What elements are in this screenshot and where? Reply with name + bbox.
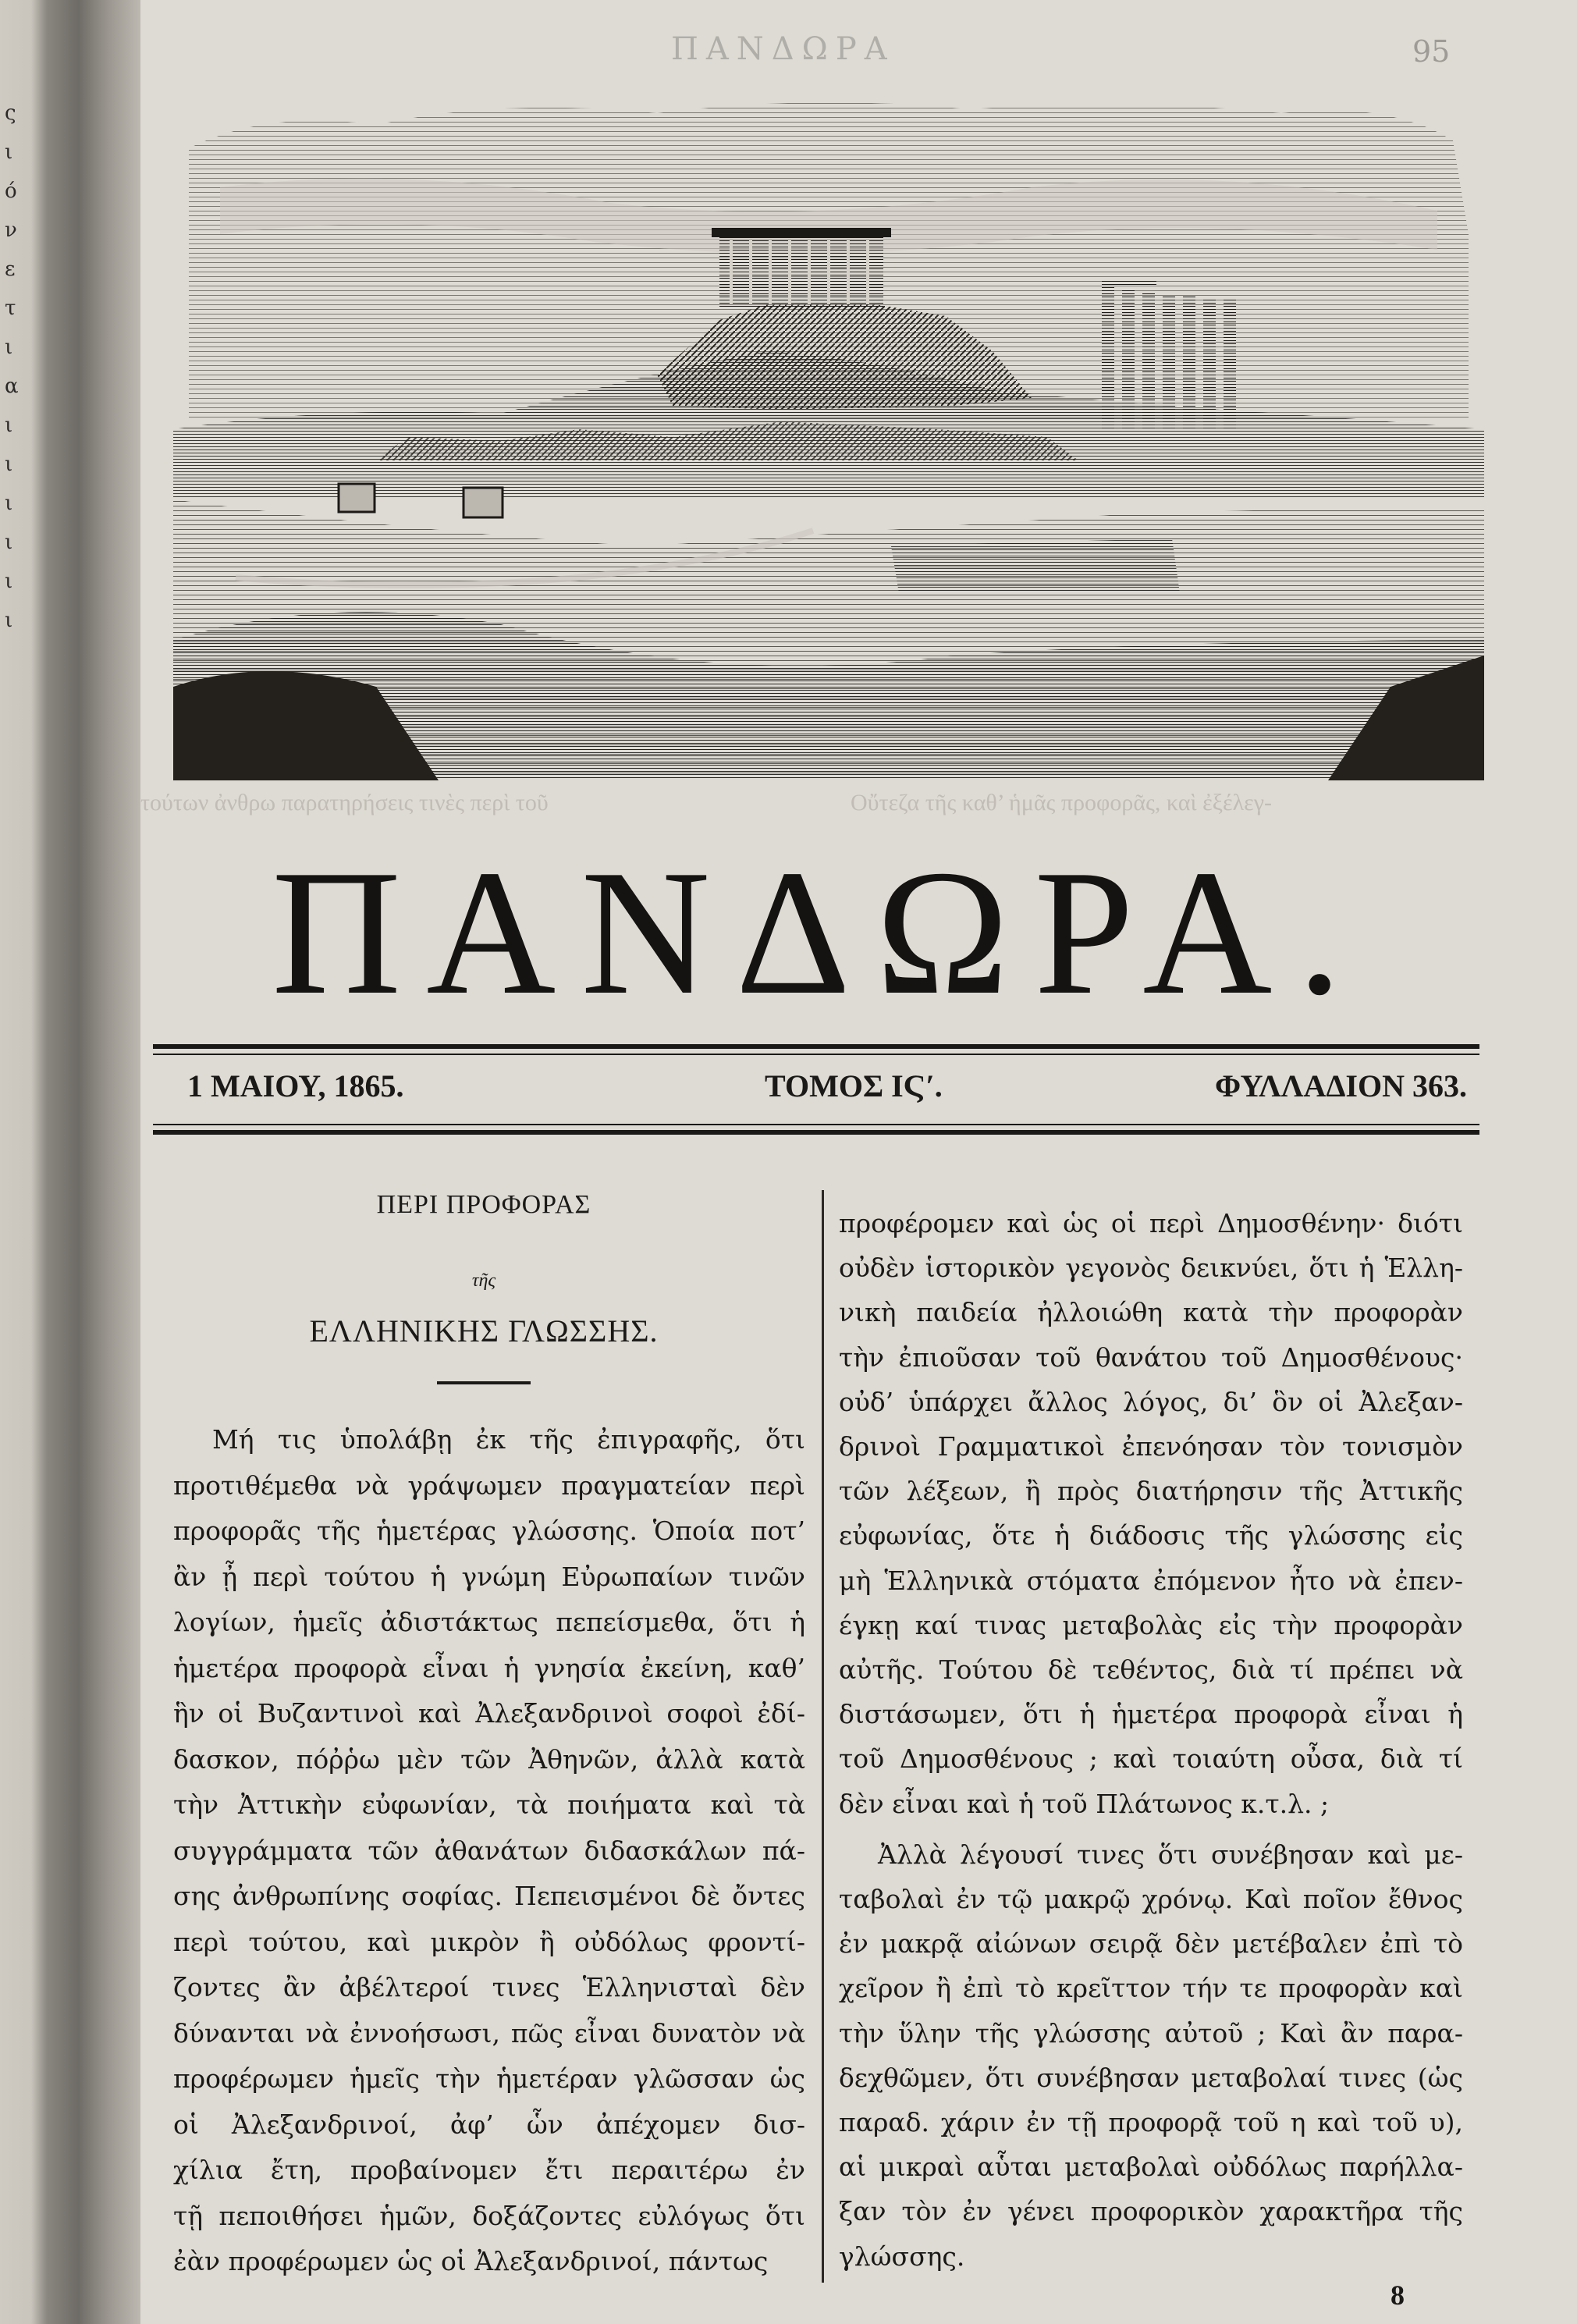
text-line: τὴν ἐπιοῦσαν τοῦ θανάτου τοῦ Δημοσθένους· (839, 1341, 1463, 1373)
text-line: περὶ τούτου, καὶ μικρὸν ἢ οὐδόλως φροντί- (173, 1926, 805, 1957)
title-ornament-rule (437, 1381, 531, 1384)
article-title-line-2: τῆς (471, 1270, 496, 1291)
masthead-title: ΠΑΝΔΩΡΑ. (272, 833, 1367, 1032)
rule-thick (153, 1044, 1479, 1049)
adjacent-page-letter: ι (5, 609, 13, 632)
rule-thin (153, 1054, 1479, 1055)
showthrough-text: Οὔτεζα τῆς καθ’ ἡμᾶς προφορᾶς, καὶ ἐξέλεγ- (851, 790, 1273, 816)
text-line: τοῦ Δημοσθένους ; καὶ τοιαύτη οὖσα, διὰ τί (839, 1743, 1463, 1775)
text-line: προφορᾶς τῆς ἡμετέρας γλώσσης. Ὁποία ποτ’ (173, 1516, 805, 1546)
text-line: ἐὰν προφέρωμεν ὡς οἱ Ἀλεξανδρινοί, πάντως (173, 2246, 769, 2276)
acropolis-engraving (173, 94, 1484, 780)
adjacent-page-letter: α (5, 375, 19, 398)
text-line: αἱ μικραὶ αὗται μεταβολαὶ οὐδόλως παρήλλα- (839, 2152, 1463, 2183)
parthenon (719, 234, 883, 308)
page-number: 8 (1391, 2280, 1405, 2311)
adjacent-page-letter: ό (5, 179, 17, 203)
text-line: συγγράμματα τῶν ἀθανάτων διδασκάλων πά- (173, 1835, 805, 1866)
text-line: ζοντες ἂν ἀβέλτεροί τινες Ἑλληνισταὶ δὲν (173, 1972, 805, 2002)
text-line: νικὴ παιδεία ἠλλοιώθη κατὰ τὴν προφορὰν (839, 1297, 1463, 1328)
issue-date: 1 ΜΑΙΟΥ, 1865. (187, 1068, 404, 1103)
article-title-line-1: ΠΕΡΙ ΠΡΟΦΟΡΑΣ (376, 1190, 591, 1219)
issue-volume: ΤΟΜΟΣ ΙϚʹ. (765, 1068, 943, 1103)
text-line: ταβολαὶ ἐν τῷ μακρῷ χρόνῳ. Καὶ ποῖον ἔθνος (839, 1884, 1463, 1914)
text-line: δεχθῶμεν, ὅτι συνέβησαν μεταβολαί τινες (ὡς (839, 2062, 1463, 2093)
engraving-aqueduct (891, 538, 1180, 593)
text-line: χίλια ἔτη, προβαίνομεν ἔτι περαιτέρω ἐν (173, 2155, 805, 2185)
text-line: δύνανται νὰ ἐννοήσωσι, πῶς εἶναι δυνατὸν νὰ (173, 2017, 805, 2049)
text-line: μὴ Ἑλληνικὰ στόματα ἐπόμενον ἦτο νὰ ἐπεν- (839, 1565, 1463, 1596)
text-line: Ἀλλὰ λέγουσί τινες ὅτι συνέβησαν καὶ με- (878, 1839, 1463, 1870)
page-number-showthrough: 95 (1412, 34, 1451, 69)
text-line: προφέρομεν καὶ ὡς οἱ περὶ Δημοσθένην· διότι (839, 1208, 1463, 1238)
issue-sheet-number: ΦΥΛΛΑΔΙΟΝ 363. (1214, 1068, 1467, 1103)
text-line: ἡμετέρα προφορὰ εἶναι ἡ γνησία ἐκείνη, καθ’ (173, 1652, 805, 1683)
adjacent-page-letter: ι (5, 140, 13, 164)
text-line: ξαν τὸν ἐν γένει προφορικὸν χαρακτῆρα τῆς (839, 2196, 1463, 2227)
issue-info-line (187, 1064, 1467, 1111)
text-line: παραδ. χάριν ἐν τῇ προφορᾷ τοῦ η καὶ τοῦ υ), (839, 2107, 1463, 2137)
text-line: δασκον, πόῤῥω μὲν τῶν Ἀθηνῶν, ἀλλὰ κατὰ (173, 1743, 805, 1775)
adjacent-page-letter: ι (5, 570, 13, 593)
text-line: λογίων, ἡμεῖς ἀδιστάκτως πεπείσμεθα, ὅτι ἡ (173, 1607, 805, 1637)
text-line: οὐδὲν ἱστορικὸν γεγονὸς δεικνύει, ὅτι ἡ Ἑλλη- (839, 1253, 1463, 1284)
adjacent-page-letter: ε (5, 258, 16, 281)
text-line: οὐδ’ ὑπάρχει ἄλλος λόγος, δι’ ὃν οἱ Ἀλεξαν- (839, 1386, 1463, 1417)
text-line: δὲν εἶναι καὶ ἡ τοῦ Πλάτωνος κ.τ.λ. ; (839, 1788, 1330, 1819)
rule-thick (153, 1130, 1479, 1135)
text-line: έγκῃ καί τινας μεταβολὰς εἰς τὴν προφορὰν (839, 1609, 1463, 1640)
text-line: αὐτῆς. Τούτου δὲ τεθέντος, διὰ τί πρέπει νὰ (839, 1654, 1463, 1685)
showthrough-text: τούτων ἀνθρω παρατηρήσεις τινὲς περὶ τοῦ (140, 790, 549, 816)
text-line: προτιθέμεθα νὰ γράψωμεν πραγματείαν περὶ (173, 1469, 805, 1501)
article-title-line-3: ΕΛΛΗΝΙΚΗΣ ΓΛΩΣΣΗΣ. (309, 1313, 659, 1349)
text-line: ἣν οἱ Βυζαντινοὶ καὶ Ἀλεξανδρινοὶ σοφοὶ ἐδί- (173, 1698, 805, 1729)
text-line: ἂν ᾖ περὶ τούτου ἡ γνώμη Εὐρωπαίων τινῶν (173, 1561, 805, 1592)
text-line: προφέρωμεν ἡμεῖς τὴν ἡμετέραν γλῶσσαν ὡς (173, 2063, 805, 2094)
adjacent-page-margin (0, 0, 41, 2324)
text-line: δρινοὶ Γραμματικοὶ ἐπενόησαν τὸν τονισμὸν (839, 1431, 1463, 1462)
text-line: σης ἀνθρωπίνης σοφίας. Πεπεισμένοι δὲ ὄντες (173, 1881, 805, 1911)
text-line: τῇ πεποιθήσει ἡμῶν, δοξάζοντες εὐλόγως ὅτι (173, 2200, 805, 2231)
text-line: γλώσσης. (839, 2240, 965, 2272)
adjacent-page-letter: ι (5, 453, 13, 476)
text-line: τῶν λέξεων, ἢ πρὸς διατήρησιν τῆς Ἀττικῆς (839, 1476, 1463, 1507)
text-line: εὐφωνίας, ὅτε ἡ διάδοσις τῆς γλώσσης εἰς (839, 1520, 1463, 1551)
adjacent-page-letter: ι (5, 336, 13, 359)
column-divider (822, 1190, 824, 2283)
text-line: τὴν ὕλην τῆς γλώσσης αὐτοῦ ; Καὶ ἂν παρα- (839, 2017, 1463, 2049)
running-head-showthrough: ΠΑΝΔΩΡΑ (671, 31, 895, 67)
text-line: διστάσωμεν, ὅτι ἡ ἡμετέρα προφορὰ εἶναι ἡ (839, 1699, 1463, 1730)
adjacent-page-letter: ς (5, 101, 16, 125)
adjacent-page-letter: ν (5, 219, 17, 242)
adjacent-page-letter: ι (5, 492, 13, 515)
text-line: Μή τις ὑπολάβῃ ἐκ τῆς ἐπιγραφῆς, ὅτι (212, 1424, 805, 1455)
text-line: χεῖρον ἢ ἐπὶ τὸ κρεῖττον τήν τε προφορὰν καὶ (839, 1973, 1463, 2004)
adjacent-page-letter: ι (5, 414, 13, 437)
rule-thin (153, 1124, 1479, 1125)
text-line: οἱ Ἀλεξανδρινοί, ἀφ’ ὧν ἀπέχομεν δισ- (173, 2109, 805, 2140)
adjacent-page-letter: τ (5, 297, 16, 320)
adjacent-page-letter: ι (5, 531, 13, 554)
text-line: τὴν Ἀττικὴν εὐφωνίαν, τὰ ποιήματα καὶ τὰ (173, 1789, 805, 1820)
text-line: ἐν μακρᾷ αἰώνων σειρᾷ δὲν μετέβαλεν ἐπὶ τὸ (839, 1928, 1463, 1960)
